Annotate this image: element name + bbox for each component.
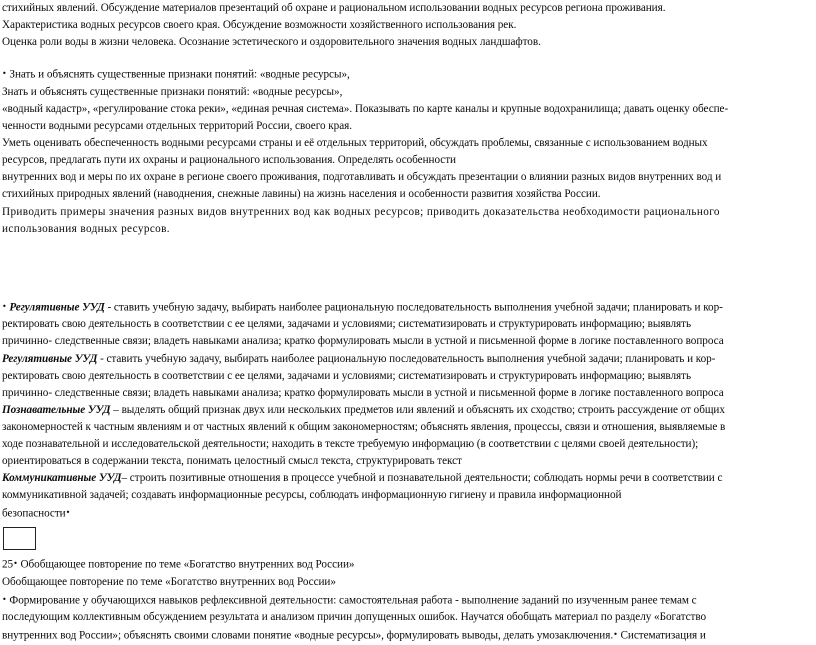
uud-label-rest: – строить позитивные отношения в процессе учебной и познавательной деятельности; соблюдать нормы речи в соответствии с (121, 472, 723, 485)
paragraph-uud-communicative (2, 470, 812, 523)
text-line-content: Формирование у обучающихся навыков рефлексивной деятельности: самостоятельная работа - выполнение заданий по изученным ранее темам с (6, 594, 697, 607)
paragraph-activities (2, 0, 812, 51)
text-line: Характеристика водных ресурсов своего края. Обсуждение возможности хозяйственного использования рек. (2, 19, 517, 32)
text-line-labelled (2, 402, 812, 419)
uud-label-rest: - ставить учебную задачу, выбирать наиболее рациональную последовательность выполнения учебной задачи; планировать и кор- (97, 352, 716, 365)
uud-label: Познавательные УУД (2, 403, 111, 416)
bullet-icon: • (2, 594, 7, 604)
text-line-with-tail (2, 626, 812, 645)
text-line-content: внутренних вод России»; объяснять своими словами понятие «водные ресурсы», формулировать выводы, делать умозаключения. (2, 629, 614, 642)
lesson-heading (2, 555, 812, 574)
uud-label-rest: - ставить учебную задачу, выбирать наиболее рациональную последовательность выполнения учебной задачи; планировать и кор- (104, 301, 723, 314)
text-line: Уметь оценивать обеспеченность водными ресурсами страны и её отдельных территорий, обсуждать проблемы, связанные с использованием водных (2, 137, 708, 150)
text-line: использования водных ресурсов. (2, 222, 170, 235)
text-line-bulleted (2, 65, 812, 84)
lesson-subtitle: Обобщающее повторение по теме «Богатство внутренних вод России» (2, 575, 336, 588)
text-line: закономерностей к частным явлениям и от частных явлений к общим закономерностям; объяснять явления, процессы, связи и отношения, выявляемые в (2, 420, 726, 433)
uud-label: Коммуникативные УУД (2, 472, 122, 485)
bullet-icon: • (613, 630, 618, 640)
paragraph-uud-cognitive (2, 402, 812, 470)
text-line-content: безопасности (2, 507, 66, 520)
text-line: Приводить примеры значения разных видов внутренних вод как водных ресурсов; приводить доказательства необходимости рационального (2, 205, 720, 218)
paragraph-uud-regulative-2 (2, 351, 812, 402)
text-line-content: Знать и объяснять существенные признаки понятий: «водные ресурсы», (9, 68, 350, 81)
text-line: коммуникативной задачей; создавать информационные ресурсы, соблюдать информационную гигиену и правила информационной (2, 489, 622, 502)
text-line: «водный кадастр», «регулирование стока реки», «единая речная система». Показывать по карте каналы и крупные водохранилища; давать оценку обеспе- (2, 102, 729, 115)
text-line: ходе познавательной и исследовательской деятельности; находить в тексте требуемую информацию (в соответствии с целями своей деятельности); (2, 437, 699, 450)
text-line: стихийных природных явлений (наводнения, снежные лавины) на жизнь населения и особенности развития хозяйства России. (2, 188, 601, 201)
uud-label: Регулятивные УУД (9, 301, 105, 314)
paragraph-lesson-25 (2, 555, 812, 645)
bullet-icon: • (65, 508, 71, 518)
text-line: причинно- следственные связи; владеть навыками анализа; кратко формулировать мысли в устной и письменной форме в логике поставленного вопроса (2, 386, 724, 399)
uud-label: Регулятивные УУД (2, 352, 98, 365)
paragraph-planned-results (2, 65, 812, 237)
text-line-bulleted (2, 591, 812, 610)
text-line: причинно- следственные связи; владеть навыками анализа; кратко формулировать мысли в устной и письменной форме в логике поставленного вопроса (2, 335, 724, 348)
paragraph-gap (2, 51, 812, 65)
text-line: Оценка роли воды в жизни человека. Осознание эстетического и оздоровительного значения водных ландшафтов. (2, 36, 541, 49)
bullet-icon: • (2, 69, 7, 79)
paragraph-uud-regulative-1 (2, 298, 812, 351)
bullet-icon: • (2, 301, 7, 311)
text-line: стихийных явлений. Обсуждение материалов презентаций об охране и рациональном использовании водных ресурсов региона проживания. (2, 2, 666, 14)
text-line: внутренних вод и меры по их охране в регионе своего проживания, подготавливать и обсуждать презентации о влиянии разных видов внутренних вод и (2, 171, 722, 184)
uud-label-rest: – выделять общий признак двух или нескольких предметов или явлений и объяснять их сходство; строить рассуждение от общих (110, 403, 725, 416)
text-line: ресурсов, предлагать пути их охраны и рационального использования. Определять особенности (2, 154, 456, 167)
text-line: ориентироваться в содержании текста, понимать целостный смысл текста, структурировать текст (2, 455, 462, 468)
text-line: ченности водными ресурсами отдельных территорий России, своего края. (2, 120, 352, 133)
text-line-labelled (2, 470, 812, 487)
empty-checkbox-cell[interactable] (3, 527, 36, 550)
text-line-bulleted (2, 298, 812, 317)
text-line: ректировать свою деятельность в соответствии с ее целями, задачами и условиями; систематизировать и структурировать информацию; выявлять (2, 318, 692, 331)
lesson-title: Обобщающее повторение по теме «Богатство внутренних вод России» (17, 558, 355, 571)
text-line-with-trailing-bullet (2, 504, 812, 523)
blank-area (2, 238, 812, 298)
text-line: ректировать свою деятельность в соответствии с ее целями, задачами и условиями; систематизировать и структурировать информацию; выявлять (2, 369, 692, 382)
text-line: Знать и объяснять существенные признаки понятий: «водные ресурсы», (2, 85, 343, 98)
tail-text: Систематизация и (617, 629, 706, 642)
lesson-number: 25 (2, 558, 14, 571)
bullet-icon: • (13, 558, 18, 568)
text-line-labelled (2, 351, 812, 368)
text-line: последующим коллективным обсуждением результата и анализом причин допущенных ошибок. Научатся обобщать материал по разделу «Богатство (2, 611, 707, 624)
